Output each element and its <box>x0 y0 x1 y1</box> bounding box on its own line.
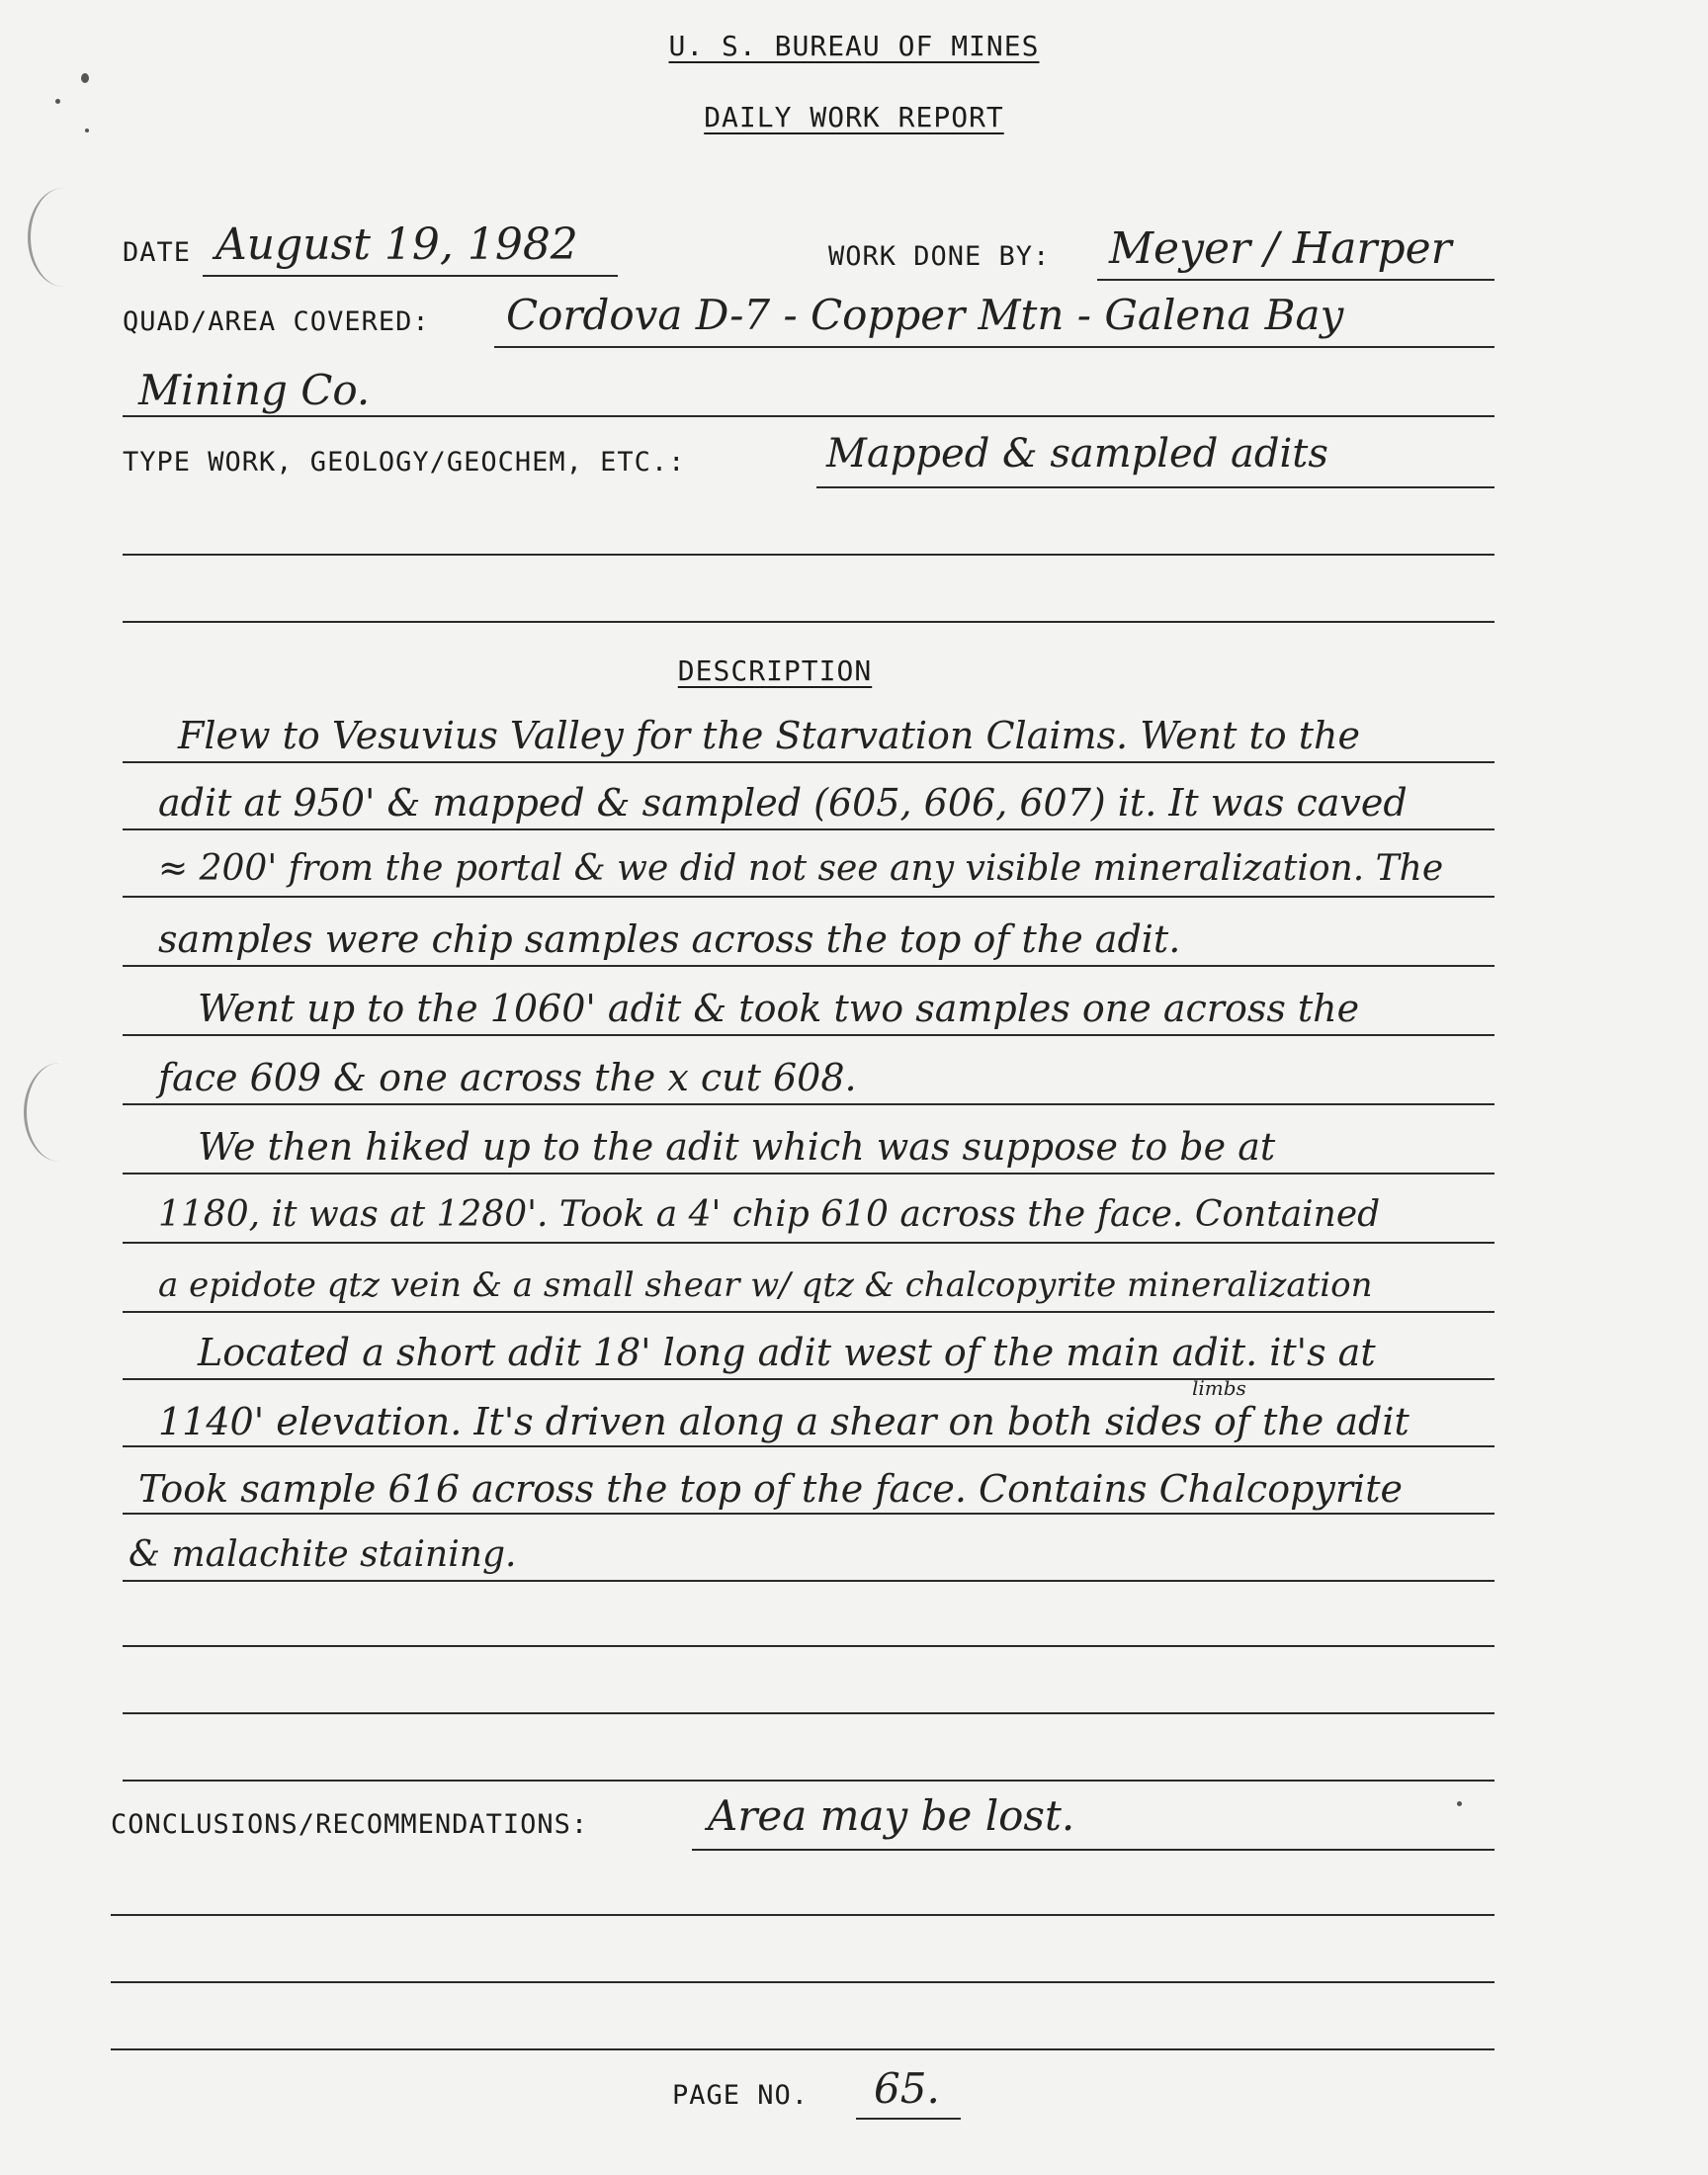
description-line: a epidote qtz vein & a small shear w/ qtz & chalcopyrite mineralization <box>158 1265 1373 1305</box>
type-work-rule-2 <box>123 554 1494 556</box>
conclusions-rule-1 <box>692 1849 1494 1851</box>
description-line: samples were chip samples across the top of the adit. <box>158 917 1181 961</box>
quad-value-line1: Cordova D-7 - Copper Mtn - Galena Bay <box>506 291 1344 339</box>
conclusions-rule-3 <box>111 1981 1494 1983</box>
description-rule <box>123 1513 1494 1515</box>
date-value: August 19, 1982 <box>215 219 578 270</box>
description-rule-blank <box>123 1712 1494 1714</box>
conclusions-value: Area may be lost. <box>708 1791 1075 1840</box>
description-rule <box>123 1378 1494 1380</box>
work-done-by-rule <box>1097 279 1494 281</box>
date-label: DATE <box>123 237 192 268</box>
description-rule <box>123 828 1494 830</box>
scan-speck <box>1457 1801 1462 1806</box>
conclusions-rule-2 <box>111 1914 1494 1916</box>
scan-speck <box>81 73 89 83</box>
quad-rule-2 <box>123 415 1494 417</box>
description-line: Located a short adit 18' long adit west of the main adit. it's at <box>198 1331 1376 1374</box>
hole-punch-middle <box>24 1063 96 1162</box>
description-line: ≈ 200' from the portal & we did not see any visible mineralization. The <box>158 848 1444 889</box>
description-line: Went up to the 1060' adit & took two samples one across the <box>198 987 1360 1030</box>
description-rule <box>123 965 1494 967</box>
quad-value-line2: Mining Co. <box>138 366 371 414</box>
conclusions-rule-4 <box>111 2048 1494 2050</box>
conclusions-label: CONCLUSIONS/RECOMMENDATIONS: <box>111 1809 589 1840</box>
description-heading: DESCRIPTION <box>677 654 873 687</box>
description-rule-blank <box>123 1780 1494 1782</box>
page-number-rule <box>856 2118 961 2120</box>
description-rule <box>123 1173 1494 1174</box>
description-line: 1180, it was at 1280'. Took a 4' chip 610 across the face. Contained <box>158 1194 1381 1235</box>
page-number-label: PAGE NO. <box>672 2080 810 2111</box>
work-done-by-label: WORK DONE BY: <box>828 241 1051 272</box>
form-title: DAILY WORK REPORT <box>704 101 1004 133</box>
interline-note: limbs <box>1192 1376 1246 1400</box>
date-rule <box>203 275 618 277</box>
work-done-by-value: Meyer / Harper <box>1109 223 1452 274</box>
description-rule-blank <box>123 1645 1494 1647</box>
description-rule <box>123 1103 1494 1105</box>
quad-label: QUAD/AREA COVERED: <box>123 306 430 337</box>
description-rule <box>123 1311 1494 1313</box>
hole-punch-top <box>28 188 100 287</box>
quad-rule-1 <box>494 346 1494 348</box>
description-line: & malachite staining. <box>128 1534 517 1575</box>
description-rule <box>123 1580 1494 1582</box>
description-rule <box>123 896 1494 898</box>
description-line: face 609 & one across the x cut 608. <box>158 1056 857 1099</box>
type-work-rule-1 <box>816 486 1494 488</box>
description-rule <box>123 761 1494 763</box>
agency-title: U. S. BUREAU OF MINES <box>668 30 1040 62</box>
description-line: Took sample 616 across the top of the face. Contains Chalcopyrite <box>138 1467 1403 1511</box>
description-line: adit at 950' & mapped & sampled (605, 606, 607) it. It was caved <box>158 781 1408 825</box>
description-line: 1140' elevation. It's driven along a shear on both sides of the adit <box>158 1400 1409 1443</box>
description-line: We then hiked up to the adit which was suppose to be at <box>198 1125 1276 1169</box>
description-rule <box>123 1445 1494 1447</box>
description-line: Flew to Vesuvius Valley for the Starvation Claims. Went to the <box>178 714 1360 757</box>
description-rule <box>123 1242 1494 1244</box>
page-number-value: 65. <box>874 2064 940 2113</box>
type-work-label: TYPE WORK, GEOLOGY/GEOCHEM, ETC.: <box>123 447 686 478</box>
type-work-rule-3 <box>123 621 1494 623</box>
type-work-value: Mapped & sampled adits <box>826 431 1328 477</box>
description-rule <box>123 1034 1494 1036</box>
